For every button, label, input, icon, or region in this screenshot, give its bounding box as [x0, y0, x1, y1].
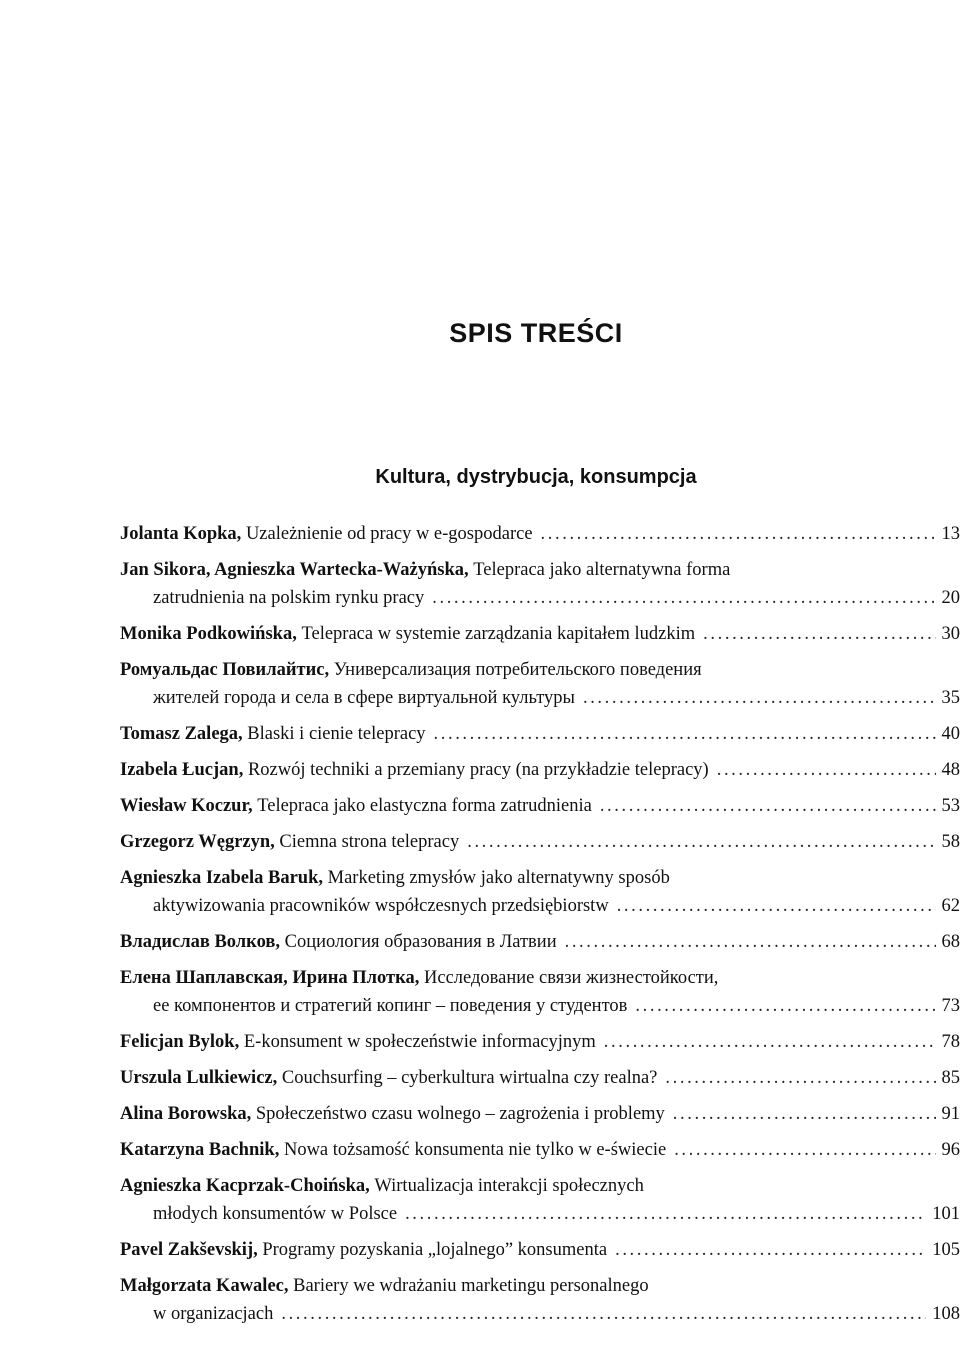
toc-authors: Urszula Lulkiewicz, — [120, 1068, 278, 1088]
toc-entry — [120, 1136, 960, 1164]
toc-title: Ciemna strona telepracy — [279, 832, 460, 852]
toc-entry — [120, 1028, 960, 1056]
dot-leader — [600, 792, 936, 820]
toc-entry — [120, 828, 960, 856]
toc-entry-line — [120, 1236, 960, 1264]
toc-authors: Grzegorz Węgrzyn, — [120, 832, 275, 852]
toc-page-number: 108 — [932, 1304, 960, 1324]
toc-title: Marketing zmysłów jako alternatywny sposób — [327, 868, 670, 888]
toc-entry-line — [120, 928, 960, 956]
toc-title: Telepraca jako elastyczna forma zatrudnienia — [257, 796, 592, 816]
toc-entry — [120, 1236, 960, 1264]
toc-page-number: 30 — [941, 624, 960, 644]
dot-leader — [717, 756, 936, 784]
toc-page-number: 78 — [941, 1032, 960, 1052]
section-title: Kultura, dystrybucja, konsumpcja — [375, 466, 697, 488]
toc-entry — [120, 1172, 960, 1228]
toc-authors: Katarzyna Bachnik, — [120, 1140, 280, 1160]
toc-authors: Tomasz Zalega, — [120, 724, 243, 744]
toc-title-continued: жителей города и села в сфере виртуальной культуры — [153, 688, 575, 708]
toc-title: Telepraca jako alternatywna forma — [473, 560, 731, 580]
dot-leader — [281, 1300, 926, 1328]
toc-page-number: 101 — [932, 1204, 960, 1224]
toc-entry — [120, 1100, 960, 1128]
toc-entry — [120, 964, 960, 1020]
toc-entry-line — [120, 964, 960, 992]
dot-leader — [665, 1064, 935, 1092]
toc-title: Nowa tożsamość konsumenta nie tylko w e-świecie — [283, 1140, 667, 1160]
toc-entry-line — [120, 1200, 960, 1228]
toc-authors: Agnieszka Kacprzak-Choińska, — [120, 1176, 370, 1196]
dot-leader — [405, 1200, 926, 1228]
toc-entry-line — [120, 1064, 960, 1092]
toc-authors: Agnieszka Izabela Baruk, — [120, 868, 324, 888]
toc-entry-line — [120, 1272, 960, 1300]
dot-leader — [583, 684, 936, 712]
toc-entry-line — [120, 684, 960, 712]
toc-page-number: 62 — [941, 896, 960, 916]
toc-entry — [120, 792, 960, 820]
toc-authors: Jan Sikora, Agnieszka Wartecka-Ważyńska, — [120, 560, 469, 580]
dot-leader — [615, 1236, 926, 1264]
toc-title-continued: młodych konsumentów w Polsce — [153, 1204, 398, 1224]
toc-authors: Felicjan Bylok, — [120, 1032, 240, 1052]
dot-leader — [673, 1100, 936, 1128]
page-title: SPIS TREŚCI — [449, 318, 623, 348]
toc-page-number: 73 — [941, 996, 960, 1016]
toc-title: Uzależnienie od pracy w e-gospodarce — [245, 524, 533, 544]
dot-leader — [674, 1136, 935, 1164]
dot-leader — [432, 584, 935, 612]
toc-authors: Jolanta Kopka, — [120, 524, 242, 544]
toc-entry-line — [120, 720, 960, 748]
toc-page-number: 68 — [941, 932, 960, 952]
toc-authors: Pavel Zakševskij, — [120, 1240, 258, 1260]
toc-title: E-konsument w społeczeństwie informacyjnym — [243, 1032, 596, 1052]
toc-entry-line — [120, 1172, 960, 1200]
toc-page-number: 85 — [941, 1068, 960, 1088]
toc-entry — [120, 1272, 960, 1328]
toc-title-continued: w organizacjach — [153, 1304, 274, 1324]
toc-entry — [120, 864, 960, 920]
toc-authors: Елена Шаплавская, Ирина Плотка, — [120, 968, 420, 988]
toc-page-number: 96 — [941, 1140, 960, 1160]
toc-title: Blaski i cienie telepracy — [247, 724, 426, 744]
toc-authors: Владислав Волков, — [120, 932, 280, 952]
toc-title-continued: zatrudnienia na polskim rynku pracy — [153, 588, 425, 608]
toc-page-number: 40 — [941, 724, 960, 744]
toc-entry — [120, 620, 960, 648]
toc-page-number: 48 — [941, 760, 960, 780]
toc-entry-line — [120, 1300, 960, 1328]
dot-leader — [541, 520, 936, 548]
toc-entry-line — [120, 584, 960, 612]
toc-entry — [120, 656, 960, 712]
toc-title: Programy pozyskania „lojalnego” konsumenta — [262, 1240, 608, 1260]
toc-title: Bariery we wdrażaniu marketingu personalnego — [293, 1276, 649, 1296]
toc-title: Rozwój techniki a przemiany pracy (na przykładzie telepracy) — [247, 760, 709, 780]
toc-entry-line — [120, 1028, 960, 1056]
toc-entry — [120, 556, 960, 612]
toc-authors: Alina Borowska, — [120, 1104, 252, 1124]
dot-leader — [703, 620, 935, 648]
toc-authors: Monika Podkowińska, — [120, 624, 297, 644]
toc-entry — [120, 928, 960, 956]
toc-title-continued: aktywizowania pracowników współczesnych przedsiębiorstw — [153, 896, 609, 916]
toc-entry-line — [120, 792, 960, 820]
toc-authors: Izabela Łucjan, — [120, 760, 244, 780]
toc-page-number: 105 — [932, 1240, 960, 1260]
toc-title: Универсализация потребительского поведения — [333, 660, 702, 680]
toc-title-continued: ее компонентов и стратегий копинг – поведения у студентов — [153, 996, 628, 1016]
dot-leader — [617, 892, 936, 920]
toc-entry-line — [120, 1136, 960, 1164]
toc-authors: Ромуальдас Повилайтис, — [120, 660, 330, 680]
toc-page-number: 20 — [941, 588, 960, 608]
toc-entry-line — [120, 992, 960, 1020]
toc-title: Исследование связи жизнестойкости, — [424, 968, 719, 988]
toc-page-number: 91 — [941, 1104, 960, 1124]
toc-entry-line — [120, 1100, 960, 1128]
toc-page-number: 58 — [941, 832, 960, 852]
toc-entry-line — [120, 656, 960, 684]
toc-authors: Wiesław Koczur, — [120, 796, 253, 816]
table-of-contents — [120, 520, 960, 1328]
toc-entry-line — [120, 756, 960, 784]
toc-title: Wirtualizacja interakcji społecznych — [374, 1176, 644, 1196]
toc-entry — [120, 1064, 960, 1092]
toc-authors: Małgorzata Kawalec, — [120, 1276, 289, 1296]
toc-title: Społeczeństwo czasu wolnego – zagrożenia i problemy — [255, 1104, 665, 1124]
dot-leader — [467, 828, 935, 856]
toc-entry-line — [120, 892, 960, 920]
toc-title: Couchsurfing – cyberkultura wirtualna czy realna? — [281, 1068, 658, 1088]
toc-page-number: 35 — [941, 688, 960, 708]
toc-title: Социология образования в Латвии — [284, 932, 557, 952]
toc-entry-line — [120, 620, 960, 648]
toc-page-number: 13 — [941, 524, 960, 544]
dot-leader — [565, 928, 936, 956]
toc-title: Telepraca w systemie zarządzania kapitałem ludzkim — [301, 624, 696, 644]
toc-entry — [120, 720, 960, 748]
toc-entry-line — [120, 828, 960, 856]
toc-entry — [120, 520, 960, 548]
toc-entry-line — [120, 556, 960, 584]
toc-entry-line — [120, 520, 960, 548]
dot-leader — [635, 992, 935, 1020]
toc-page-number: 53 — [941, 796, 960, 816]
dot-leader — [604, 1028, 936, 1056]
toc-entry — [120, 756, 960, 784]
toc-entry-line — [120, 864, 960, 892]
dot-leader — [434, 720, 936, 748]
